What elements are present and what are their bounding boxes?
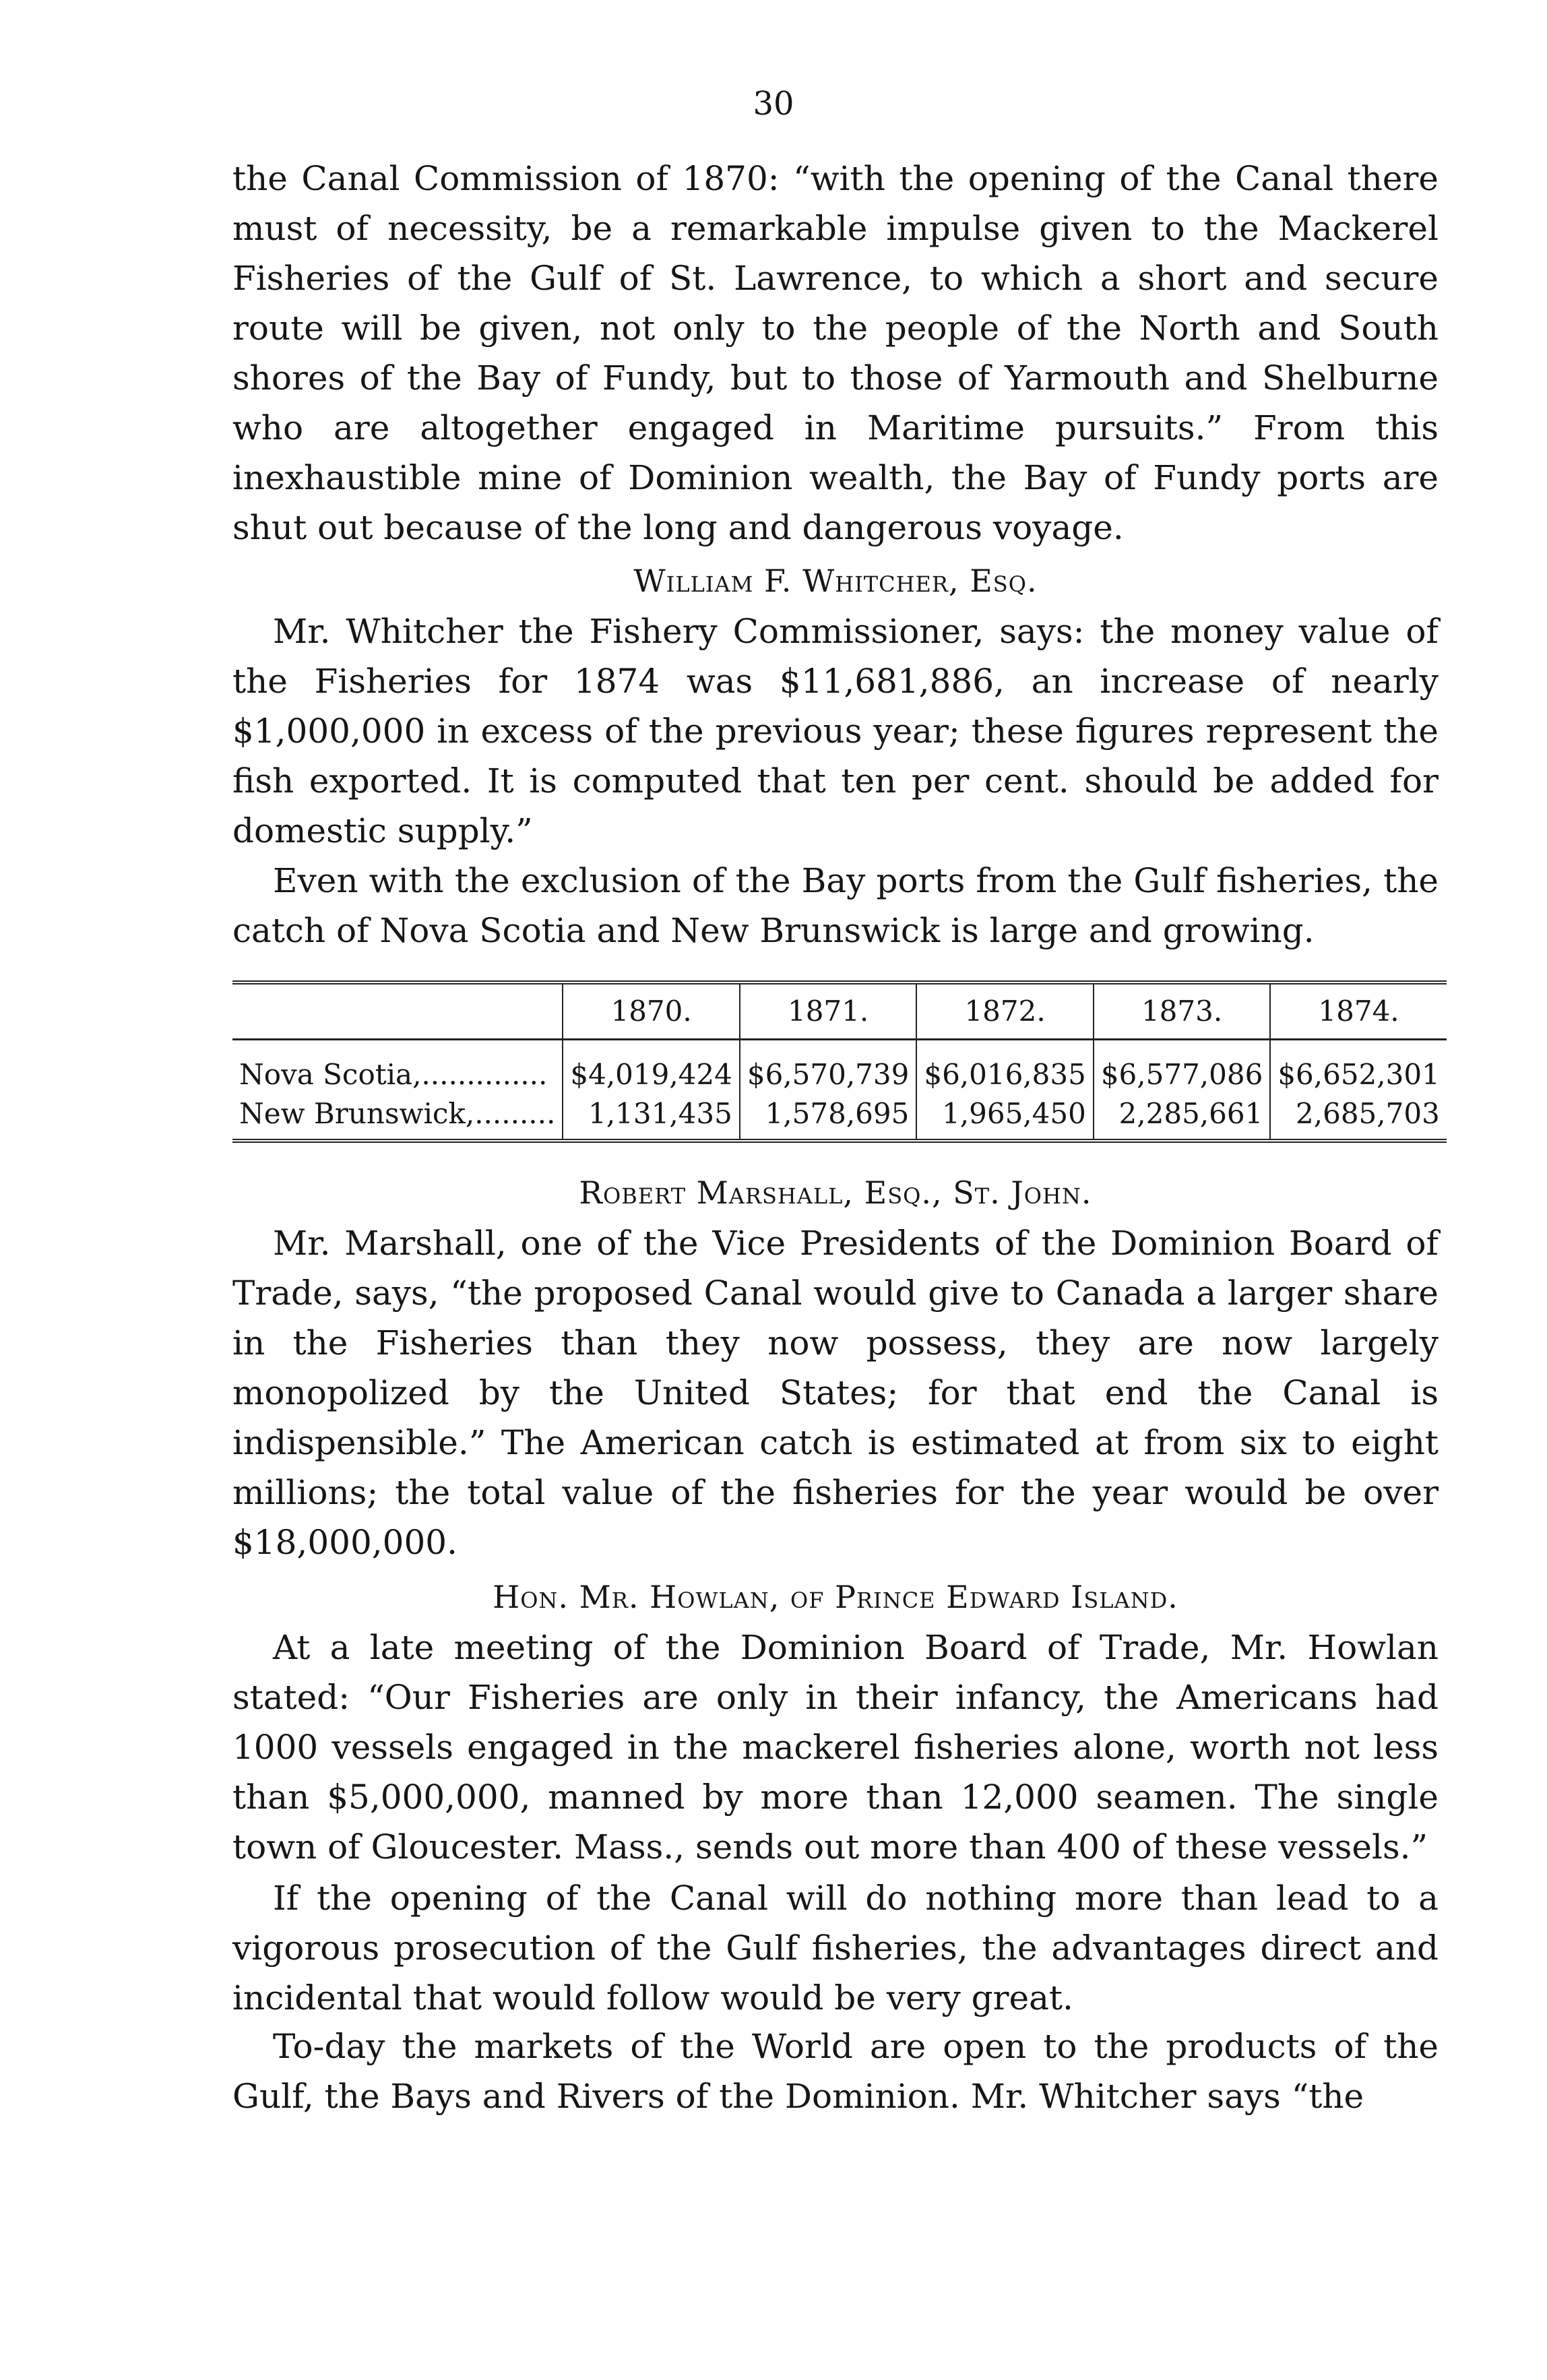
table-cell-value: 2,285,661 [1094,1094,1270,1141]
table-row [232,1094,1447,1141]
heading-marshall: Robert Marshall, Esq., St. John. [579,1175,1092,1211]
heading-whitcher: William F. Whitcher, Esq. [633,563,1038,599]
paragraph-text: At a late meeting of the Dominion Board of Trade, Mr. Howlan stated: “Our Fisheries are only in their infancy, the Americans had 1000 vessels engaged in the mackerel fisheries alone, worth not less than $5,000,000, manned by more than 12,000 seamen. The single town of Gloucester. Mass., sends out more than 400 of these vessels.” [232,1628,1439,1867]
fisheries-table [232,980,1447,1143]
table-header-year: 1874. [1270,982,1446,1040]
table-cell-value: $4,019,424 [563,1040,739,1095]
paragraph-canal-commission [232,154,1439,553]
paragraph-text: the Canal Commission of 1870: “with the opening of the Canal there must of necessity, be a remarkable impulse given to the Mackerel Fisheries of the Gulf of St. Lawrence, to which a short and secure route will be given, not only to the people of the North and South shores of the Bay of Fundy, but to those of Yarmouth and Shelburne who are altogether engaged in Maritime pursuits.” From this inexhaustible mine of Dominion wealth, the Bay of Fundy ports are shut out because of the long and dangerous voyage. [232,159,1439,547]
table-header-blank [232,982,563,1040]
table-cell-value: $6,016,835 [916,1040,1093,1095]
table-cell-value: 1,965,450 [916,1094,1093,1141]
table-cell-value: $6,652,301 [1270,1040,1446,1095]
paragraph-canal-advantages [232,1873,1439,2023]
table-cell-province: New Brunswick,......... [239,1097,556,1130]
fisheries-table-wrap [232,980,1439,1143]
paragraph-text: If the opening of the Canal will do nothing more than lead to a vigorous prosecution of the Gulf fisheries, the advantages direct and incidental that would follow would be very great. [232,1879,1439,2017]
table-cell-value: $6,570,739 [740,1040,916,1095]
paragraph-whitcher [232,606,1439,856]
paragraph-text: Even with the exclusion of the Bay ports from the Gulf fisheries, the catch of Nova Scotia and New Brunswick is large and growing. [232,861,1439,950]
paragraph-exclusion [232,856,1439,956]
paragraph-howlan [232,1623,1439,1872]
table-cell-value: 2,685,703 [1270,1094,1446,1141]
table-cell-value: $6,577,086 [1094,1040,1270,1095]
table-cell-value: 1,578,695 [740,1094,916,1141]
paragraph-text: Mr. Marshall, one of the Vice Presidents of the Dominion Board of Trade, says, “the proposed Canal would give to Canada a larger share in the Fisheries than they now possess, they are now largely monopolized by the United States; for that end the Canal is indispensible.” The American catch is estimated at from six to eight millions; the total value of the fisheries for the year would be over $18,000,000. [232,1224,1439,1562]
paragraph-text: Mr. Whitcher the Fishery Commissioner, says: the money value of the Fisheries for 1874 was $11,681,886, an increase of nearly $1,000,000 in excess of the previous year; these figures represent the fish exported. It is computed that ten per cent. should be added for domestic supply.” [232,612,1439,850]
table-header-year: 1870. [563,982,739,1040]
table-header-year: 1873. [1094,982,1270,1040]
paragraph-marshall [232,1218,1439,1567]
table-row [232,1040,1447,1095]
table-cell-province: Nova Scotia,.............. [239,1058,548,1091]
table-header-row [232,982,1447,1040]
page-number: 30 [753,85,794,123]
paragraph-markets [232,2022,1439,2121]
table-cell-value: 1,131,435 [563,1094,739,1141]
paragraph-text: To-day the markets of the World are open to the products of the Gulf, the Bays and Rivers of the Dominion. Mr. Whitcher says “the [232,2027,1439,2116]
table-header-year: 1872. [916,982,1093,1040]
table-header-year: 1871. [740,982,916,1040]
heading-howlan: Hon. Mr. Howlan, of Prince Edward Island. [493,1579,1178,1615]
